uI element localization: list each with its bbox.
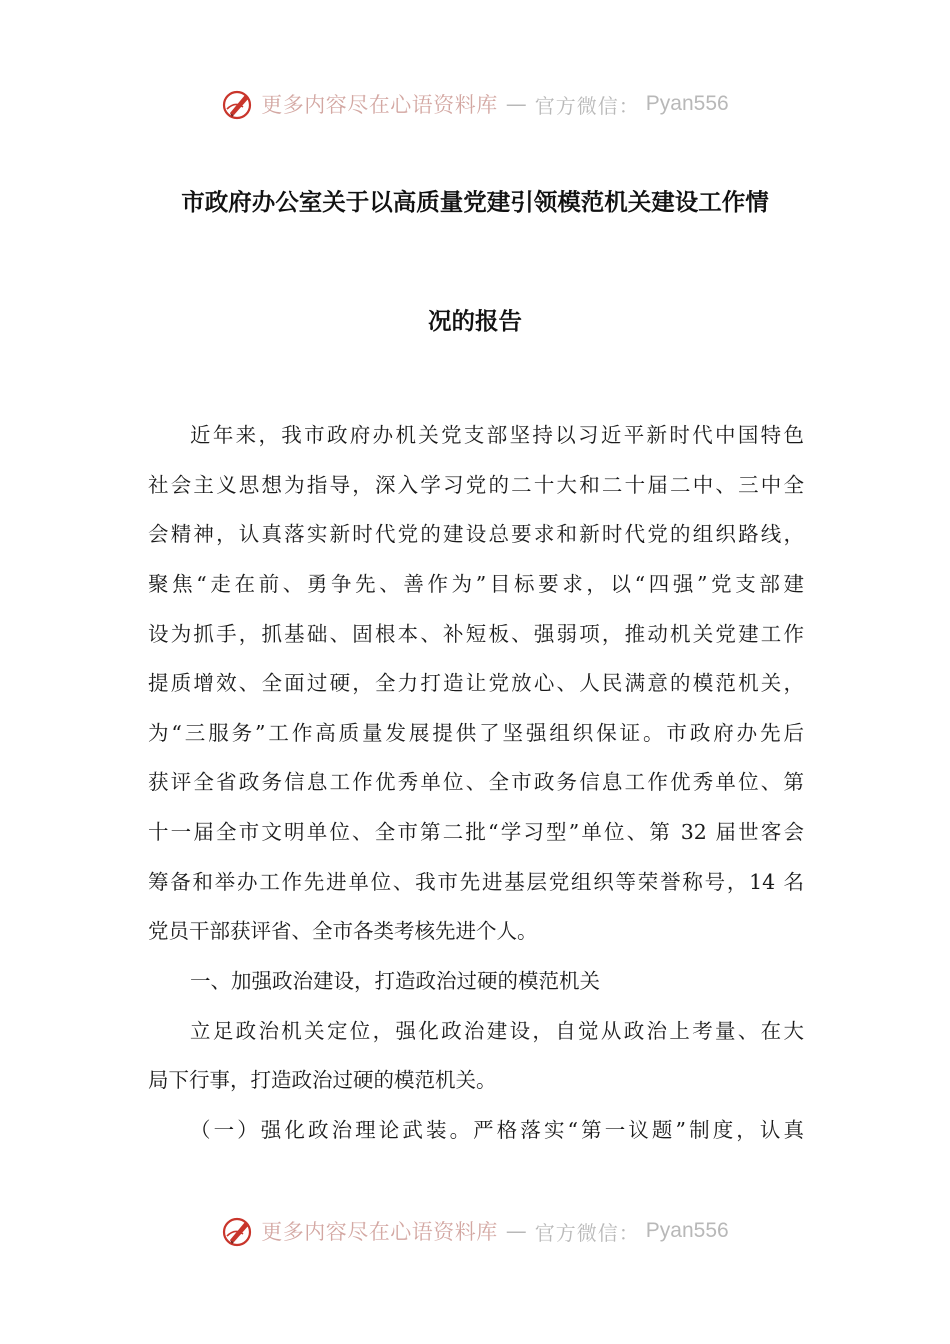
body-line: 近年来，我市政府办机关党支部坚持以习近平新时代中国特色 [190,423,804,447]
body-line: 局下行事，打造政治过硬的模范机关。 [148,1068,497,1092]
body-line: 为“三服务”工作高质量发展提供了坚强组织保证。市政府办先后 [148,721,804,745]
subsection-line: （一）强化政治理论武装。严格落实“第一议题”制度，认真 [190,1118,804,1142]
pen-logo-icon [221,87,255,121]
watermark-official-text: 官方微信： [534,93,640,118]
watermark-wechat-id: Pyan556 [645,1219,729,1242]
watermark-site-text: 更多内容尽在心语资料库 [261,93,498,117]
header-watermark [0,86,950,122]
watermark-dash: — [505,1219,527,1243]
body-line: 十一届全市文明单位、全市第二批“学习型”单位、第 32 届世客会 [148,820,804,844]
watermark-wechat-id: Pyan556 [645,92,729,115]
pen-logo-icon [221,1214,255,1248]
body-line: 设为抓手，抓基础、固根本、补短板、强弱项，推动机关党建工作 [148,622,804,646]
body-line: 聚焦“走在前、勇争先、善作为”目标要求，以“四强”党支部建 [148,572,804,596]
body-line: 社会主义思想为指导，深入学习党的二十大和二十届二中、三中全 [148,473,804,497]
body-line: 党员干部获评省、全市各类考核先进个人。 [148,919,538,943]
watermark-dash: — [505,92,527,116]
watermark-official-text: 官方微信： [534,1220,640,1245]
body-line: 立足政治机关定位，强化政治建设，自觉从政治上考量、在大 [190,1019,804,1043]
body-line: 筹备和举办工作先进单位、我市先进基层党组织等荣誉称号，14 名 [148,870,804,894]
document-title-line-2: 况的报告 [428,307,522,335]
watermark-site-text: 更多内容尽在心语资料库 [261,1220,498,1244]
footer-watermark [0,1213,950,1249]
body-line: 提质增效、全面过硬，全力打造让党放心、人民满意的模范机关， [148,671,804,695]
section-heading: 一、加强政治建设，打造政治过硬的模范机关 [190,969,600,993]
document-title-line-1: 市政府办公室关于以高质量党建引领模范机关建设工作情 [181,188,769,216]
body-line: 获评全省政务信息工作优秀单位、全市政务信息工作优秀单位、第 [148,770,804,794]
body-line: 会精神，认真落实新时代党的建设总要求和新时代党的组织路线， [148,522,804,546]
